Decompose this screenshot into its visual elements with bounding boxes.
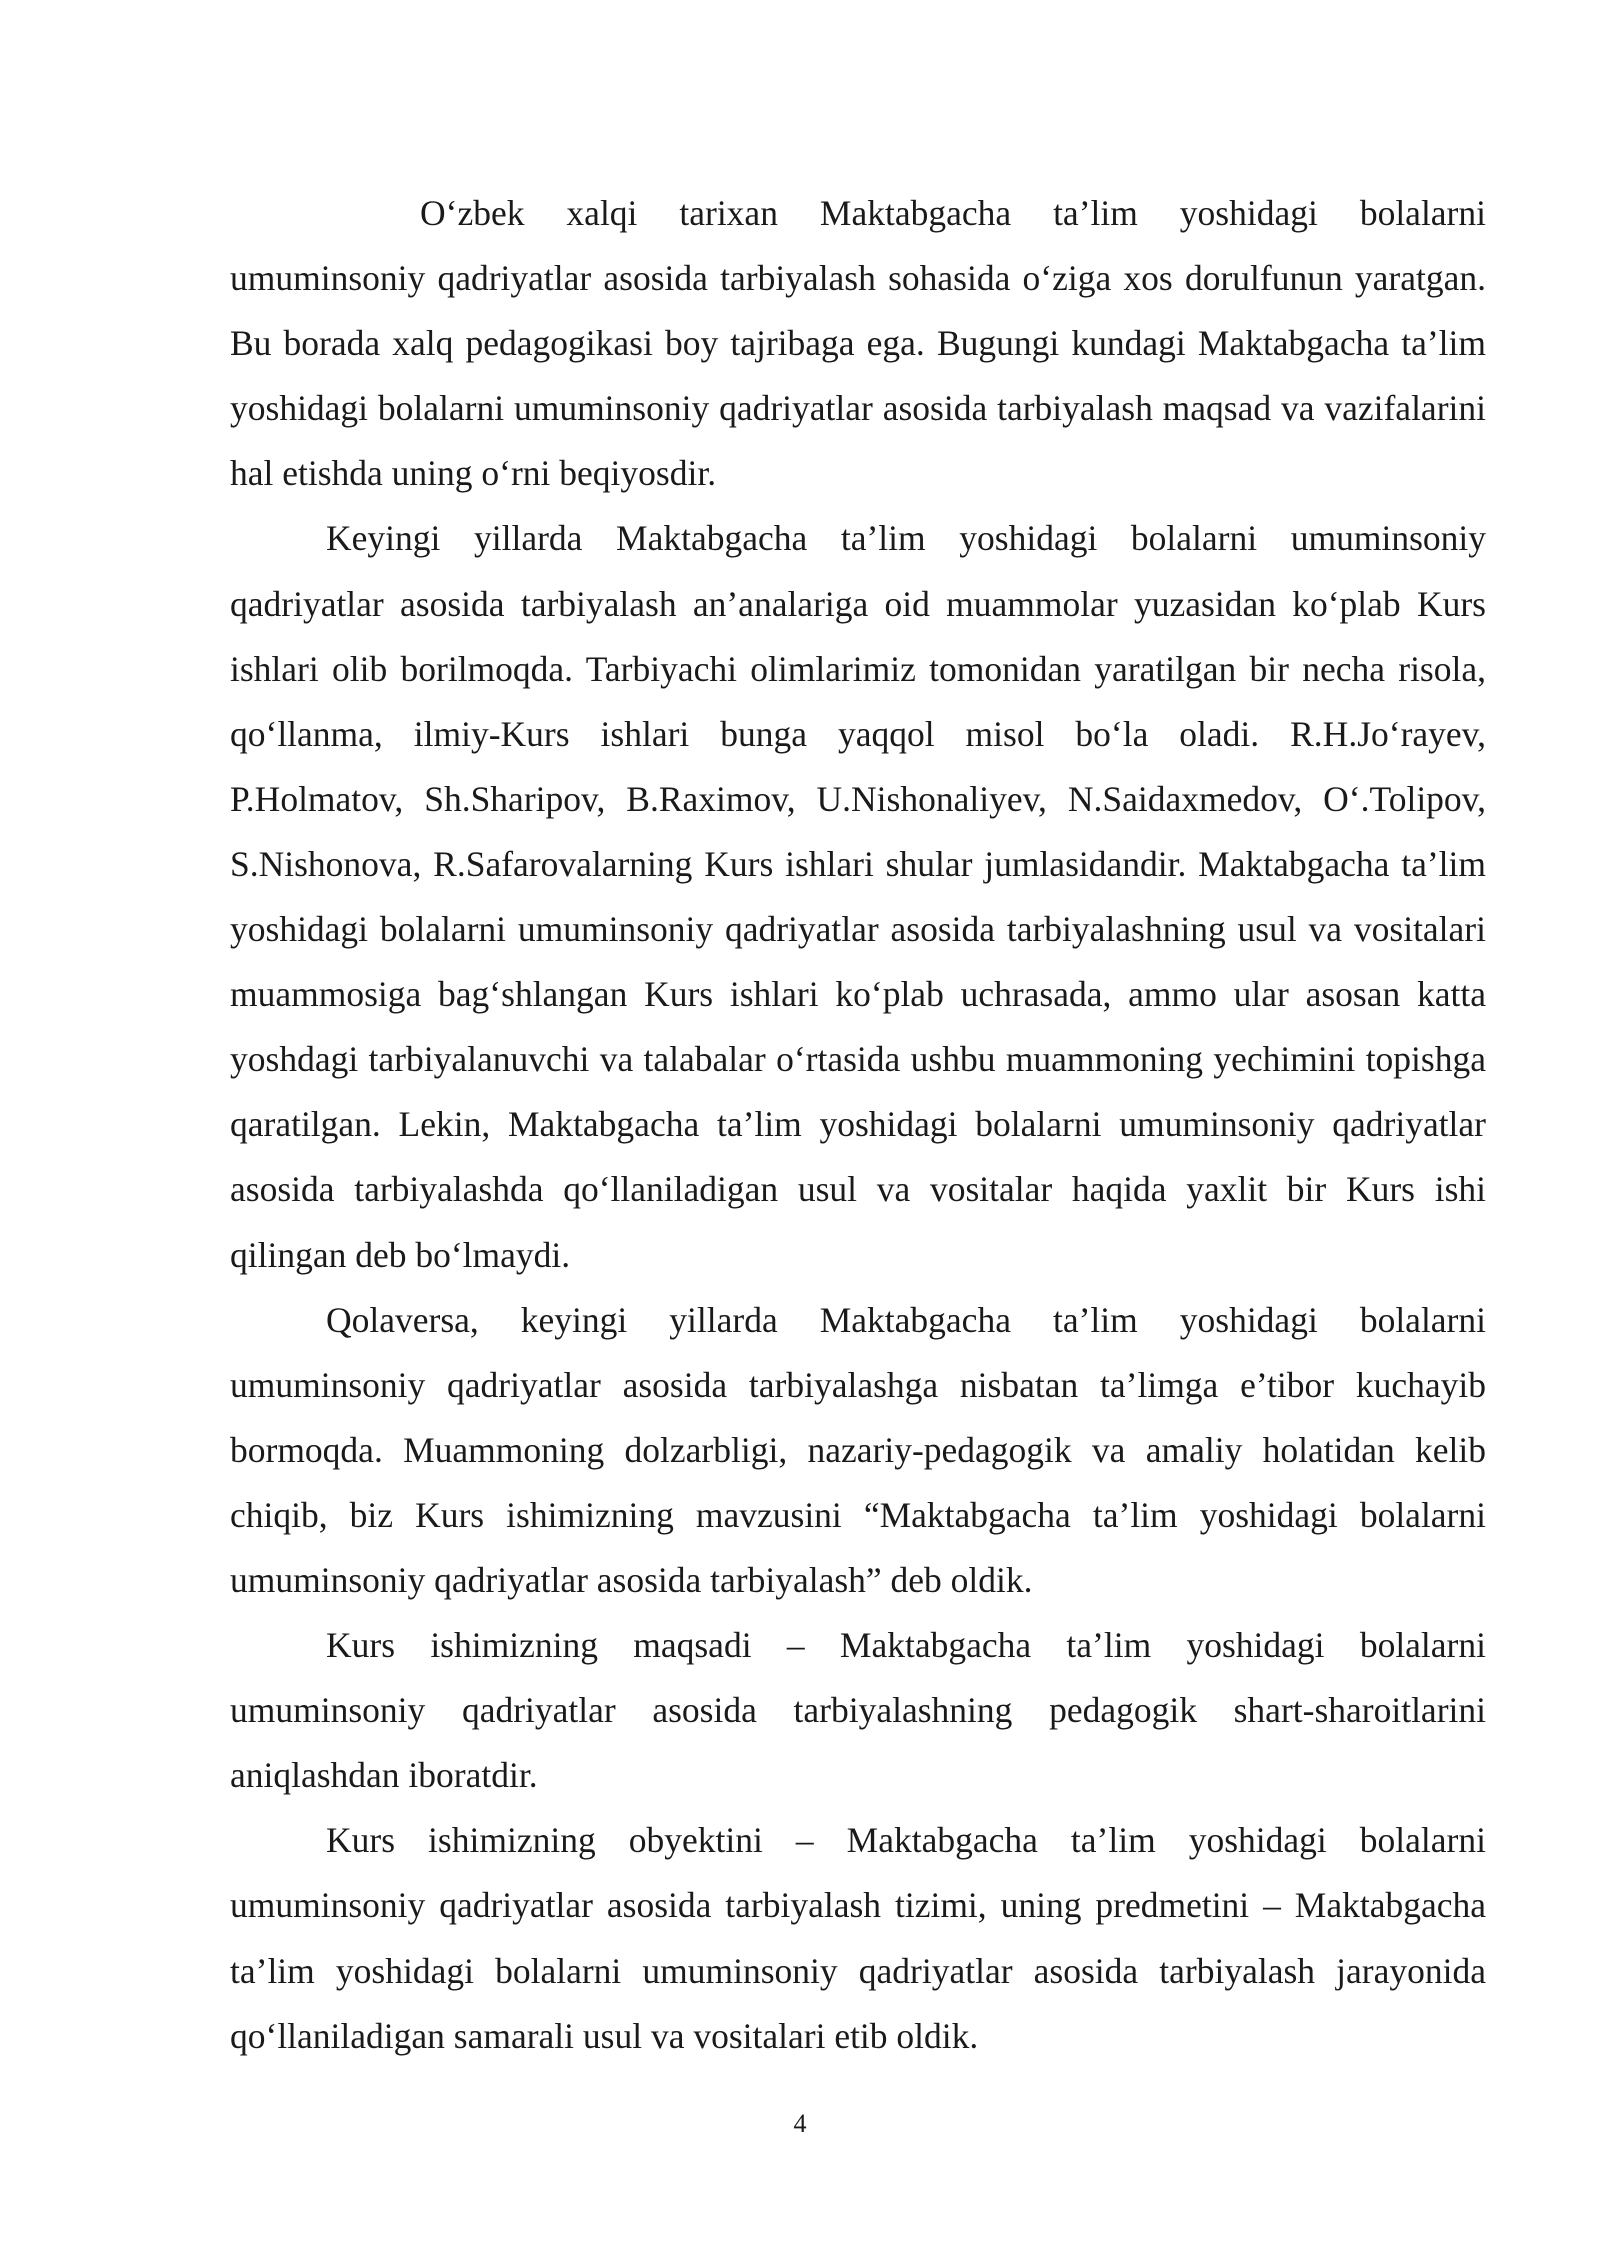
paragraph-1: O‘zbek xalqi tarixan Maktabgacha ta’lim yoshidagi bolalarni umuminsoniy qadriyatlar asosida tarbiyalash sohasida o‘ziga xos dorulfunun yaratgan. Bu borada xalq pedagogikasi boy tajribaga ega. Bugungi kundagi Maktabgacha ta’lim yoshidagi bolalarni umuminsoniy qadriyatlar asosida tarbiyalash maqsad va vazifalarini hal etishda uning o‘rni beqiyosdir. bbox=[230, 193, 1486, 494]
body-text bbox=[230, 181, 1486, 2069]
paragraph-3: Qolaversa, keyingi yillarda Maktabgacha ta’lim yoshidagi bolalarni umuminsoniy qadriyatlar asosida tarbiyalashga nisbatan ta’limga e’tibor kuchayib bormoqda. Muammoning dolzarbligi, nazariy-pedagogik va amaliy holatidan kelib chiqib, biz Kurs ishimizning mavzusini “Maktabgacha ta’lim yoshidagi bolalarni umuminsoniy qadriyatlar asosida tarbiyalash” deb oldik. bbox=[230, 1299, 1486, 1600]
paragraph-2: Keyingi yillarda Maktabgacha ta’lim yoshidagi bolalarni umuminsoniy qadriyatlar asosida tarbiyalash an’analariga oid muammolar yuzasidan ko‘plab Kurs ishlari olib borilmoqda. Tarbiyachi olimlarimiz tomonidan yaratilgan bir necha risola, qo‘llanma, ilmiy-Kurs ishlari bunga yaqqol misol bo‘la oladi. R.H.Jo‘rayev, P.Holmatov, Sh.Sharipov, B.Raximov, U.Nishonaliyev, N.Saidaxmedov, O‘.Tolipov, S.Nishonova, R.Safarovalarning Kurs ishlari shular jumlasidandir. Maktabgacha ta’lim yoshidagi bolalarni umuminsoniy qadriyatlar asosida tarbiyalashning usul va vositalari muammosiga bag‘shlangan Kurs ishlari ko‘plab uchrasada, ammo ular asosan katta yoshdagi tarbiyalanuvchi va talabalar o‘rtasida ushbu muammoning yechimini topishga qaratilgan. Lekin, Maktabgacha ta’lim yoshidagi bolalarni umuminsoniy qadriyatlar asosida tarbiyalashda qo‘llaniladigan usul va vositalar haqida yaxlit bir Kurs ishi qilingan deb bo‘lmaydi. bbox=[230, 518, 1486, 1275]
paragraph-5: Kurs ishimizning obyektini – Maktabgacha ta’lim yoshidagi bolalarni umuminsoniy qadriyatlar asosida tarbiyalash tizimi, uning predmetini – Maktabgacha ta’lim yoshidagi bolalarni umuminsoniy qadriyatlar asosida tarbiyalash jarayonida qo‘llaniladigan samarali usul va vositalari etib oldik. bbox=[230, 1820, 1486, 2056]
paragraph-4: Kurs ishimizning maqsadi – Maktabgacha ta’lim yoshidagi bolalarni umuminsoniy qadriyatlar asosida tarbiyalashning pedagogik shart-sharoitlarini aniqlashdan iboratdir. bbox=[230, 1625, 1486, 1796]
page-number: 4 bbox=[793, 2109, 807, 2138]
